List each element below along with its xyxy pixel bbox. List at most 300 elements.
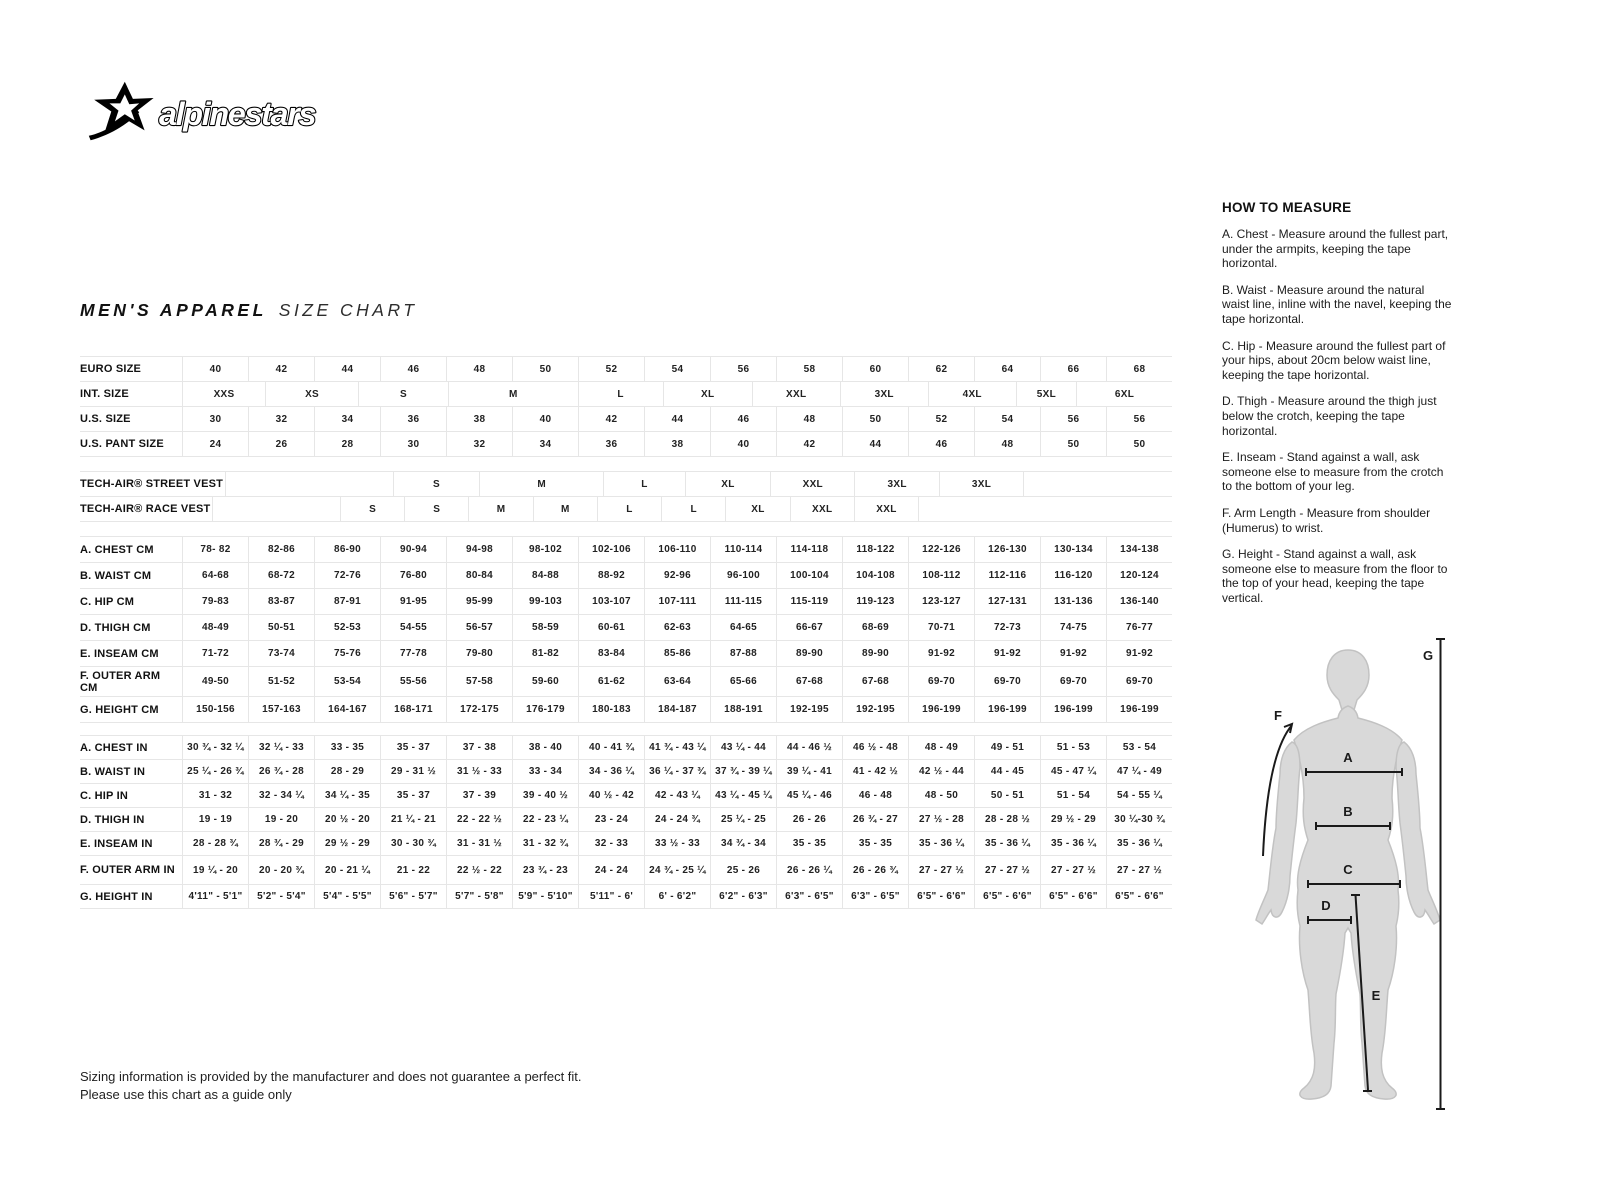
- table-cell: XS: [265, 382, 358, 406]
- alpinestars-star-icon: [78, 80, 348, 143]
- row-label: F. OUTER ARM IN: [80, 864, 175, 876]
- table-cell: M: [468, 497, 532, 521]
- table-cell: 49-50: [182, 667, 248, 696]
- table-cell: 58-59: [512, 615, 578, 640]
- table-cell: 56: [1106, 407, 1172, 431]
- table-cell: 22 - 22 ½: [446, 808, 512, 831]
- size-table: [80, 356, 1172, 909]
- table-cell: 48: [974, 432, 1040, 456]
- table-cell: 54 - 55 ¼: [1106, 784, 1172, 807]
- row-label: F. OUTER ARM CM: [80, 669, 161, 694]
- table-cell: 52: [578, 357, 644, 381]
- table-cell: 6'2" - 6'3": [710, 885, 776, 908]
- table-cell: 44: [842, 432, 908, 456]
- table-cell: 42 - 43 ¼: [644, 784, 710, 807]
- table-cell: 75-76: [314, 641, 380, 666]
- table-cell: 79-80: [446, 641, 512, 666]
- table-row: [80, 783, 1172, 807]
- table-cell: 39 ¼ - 41: [776, 760, 842, 783]
- table-cell: 30: [182, 407, 248, 431]
- table-row: [80, 831, 1172, 855]
- row-label: U.S. SIZE: [80, 413, 131, 425]
- table-cell: L: [597, 497, 661, 521]
- table-row: [80, 759, 1172, 783]
- table-cell: 38: [446, 407, 512, 431]
- table-cell: 46: [710, 407, 776, 431]
- table-cell: 50: [842, 407, 908, 431]
- table-cell: 90-94: [380, 537, 446, 562]
- table-cell: 33 - 35: [314, 736, 380, 759]
- table-cell: 39 - 40 ½: [512, 784, 578, 807]
- table-row: [80, 356, 1172, 381]
- table-cell: 30 ¼-30 ¾: [1106, 808, 1172, 831]
- table-cell: 42: [578, 407, 644, 431]
- table-cell: 123-127: [908, 589, 974, 614]
- table-cell: 40: [512, 407, 578, 431]
- table-cell: 196-199: [908, 697, 974, 722]
- table-cell: 70-71: [908, 615, 974, 640]
- table-cell: 4XL: [928, 382, 1016, 406]
- table-cell: 64: [974, 357, 1040, 381]
- table-cell: 20 ½ - 20: [314, 808, 380, 831]
- table-cell: 86-90: [314, 537, 380, 562]
- table-cell: 110-114: [710, 537, 776, 562]
- table-cell: 88-92: [578, 563, 644, 588]
- table-cell: 69-70: [1106, 667, 1172, 696]
- table-cell: 68-72: [248, 563, 314, 588]
- diagram-label-height: G: [1422, 648, 1434, 663]
- diagram-label-hip: C: [1343, 862, 1353, 877]
- row-label: EURO SIZE: [80, 363, 142, 375]
- figure-head: [1327, 650, 1369, 713]
- table-cell: 32: [248, 407, 314, 431]
- table-cell: 107-111: [644, 589, 710, 614]
- table-cell: L: [603, 472, 685, 496]
- table-cell: 192-195: [842, 697, 908, 722]
- table-cell: 82-86: [248, 537, 314, 562]
- table-cell: 48 - 49: [908, 736, 974, 759]
- table-cell: 51 - 54: [1040, 784, 1106, 807]
- table-row: [80, 562, 1172, 588]
- table-cell: 96-100: [710, 563, 776, 588]
- table-cell: 5XL: [1016, 382, 1076, 406]
- table-cell: 84-88: [512, 563, 578, 588]
- row-label: TECH-AIR® RACE VEST: [80, 503, 211, 515]
- table-cell: 20 - 21 ¼: [314, 856, 380, 884]
- table-cell: 108-112: [908, 563, 974, 588]
- table-row: [80, 666, 1172, 696]
- row-label: A. CHEST IN: [80, 741, 148, 754]
- table-cell: 89-90: [842, 641, 908, 666]
- table-cell: 184-187: [644, 697, 710, 722]
- table-cell: 91-92: [1106, 641, 1172, 666]
- table-cell: 29 ½ - 29: [1040, 808, 1106, 831]
- table-cell: 54: [644, 357, 710, 381]
- table-row: [80, 884, 1172, 909]
- table-cell: 26 - 26: [776, 808, 842, 831]
- table-cell: L: [661, 497, 725, 521]
- table-cell: 44 - 45: [974, 760, 1040, 783]
- table-cell: M: [448, 382, 578, 406]
- table-cell: [918, 497, 1172, 521]
- table-cell: 19 - 20: [248, 808, 314, 831]
- table-cell: 116-120: [1040, 563, 1106, 588]
- table-cell: 35 - 37: [380, 784, 446, 807]
- table-cell: 115-119: [776, 589, 842, 614]
- table-cell: 21 ¼ - 21: [380, 808, 446, 831]
- table-row: [80, 406, 1172, 431]
- table-cell: 192-195: [776, 697, 842, 722]
- table-cell: 46 ½ - 48: [842, 736, 908, 759]
- table-cell: XL: [685, 472, 770, 496]
- table-cell: XL: [663, 382, 752, 406]
- measure-instruction: E. Inseam - Stand against a wall, ask someone else to measure from the crotch to the bottom of your leg.: [1222, 450, 1444, 494]
- table-row: [80, 471, 1172, 496]
- table-cell: 32 - 33: [578, 832, 644, 855]
- table-cell: 98-102: [512, 537, 578, 562]
- table-cell: 103-107: [578, 589, 644, 614]
- table-cell: 41 - 42 ½: [842, 760, 908, 783]
- table-cell: 62-63: [644, 615, 710, 640]
- table-cell: 34 ¾ - 34: [710, 832, 776, 855]
- table-cell: 3XL: [854, 472, 938, 496]
- table-cell: 74-75: [1040, 615, 1106, 640]
- table-cell: 34 ¼ - 35: [314, 784, 380, 807]
- table-cell: [1023, 472, 1172, 496]
- table-cell: 168-171: [380, 697, 446, 722]
- table-cell: 6'5" - 6'6": [974, 885, 1040, 908]
- table-cell: 26 ¾ - 27: [842, 808, 908, 831]
- table-cell: 48: [776, 407, 842, 431]
- table-cell: 68: [1106, 357, 1172, 381]
- table-cell: 47 ¼ - 49: [1106, 760, 1172, 783]
- table-cell: 120-124: [1106, 563, 1172, 588]
- table-cell: 91-95: [380, 589, 446, 614]
- table-cell: 30: [380, 432, 446, 456]
- table-cell: 38 - 40: [512, 736, 578, 759]
- table-row: [80, 588, 1172, 614]
- table-cell: 45 ¼ - 46: [776, 784, 842, 807]
- table-cell: 106-110: [644, 537, 710, 562]
- table-cell: 64-65: [710, 615, 776, 640]
- table-cell: 28 - 28 ¾: [182, 832, 248, 855]
- table-cell: 46 - 48: [842, 784, 908, 807]
- table-cell: 22 - 23 ¼: [512, 808, 578, 831]
- table-cell: 26: [248, 432, 314, 456]
- table-cell: 31 ½ - 33: [446, 760, 512, 783]
- table-cell: 196-199: [1040, 697, 1106, 722]
- table-cell: 95-99: [446, 589, 512, 614]
- table-cell: 104-108: [842, 563, 908, 588]
- how-to-measure-panel: [1222, 200, 1452, 605]
- diagram-label-waist: B: [1343, 804, 1353, 819]
- row-label: C. HIP CM: [80, 595, 135, 608]
- table-cell: 3XL: [939, 472, 1023, 496]
- table-cell: 53 - 54: [1106, 736, 1172, 759]
- table-cell: 78- 82: [182, 537, 248, 562]
- table-cell: 42: [248, 357, 314, 381]
- table-cell: 60: [842, 357, 908, 381]
- table-cell: 69-70: [974, 667, 1040, 696]
- table-cell: 36: [578, 432, 644, 456]
- table-cell: S: [404, 497, 468, 521]
- table-cell: 31 - 31 ½: [446, 832, 512, 855]
- disclaimer-line-1: Sizing information is provided by the manufacturer and does not guarantee a perfect fit.: [80, 1069, 582, 1084]
- table-cell: 38: [644, 432, 710, 456]
- table-cell: 6'5" - 6'6": [1106, 885, 1172, 908]
- diagram-label-chest: A: [1343, 750, 1353, 765]
- table-cell: 6XL: [1076, 382, 1172, 406]
- table-cell: 91-92: [1040, 641, 1106, 666]
- table-cell: 85-86: [644, 641, 710, 666]
- table-cell: 127-131: [974, 589, 1040, 614]
- table-cell: 50: [1106, 432, 1172, 456]
- table-cell: 80-84: [446, 563, 512, 588]
- table-cell: 27 - 27 ½: [1106, 856, 1172, 884]
- row-label: U.S. PANT SIZE: [80, 438, 164, 450]
- table-row: [80, 735, 1172, 759]
- table-cell: 52: [908, 407, 974, 431]
- table-cell: 73-74: [248, 641, 314, 666]
- alpinestars-logo: [78, 80, 348, 148]
- row-label: E. INSEAM CM: [80, 647, 159, 660]
- row-label: A. CHEST CM: [80, 543, 154, 556]
- table-cell: 25 ¼ - 26 ¾: [182, 760, 248, 783]
- table-cell: S: [393, 472, 479, 496]
- table-cell: 40: [182, 357, 248, 381]
- table-cell: 60-61: [578, 615, 644, 640]
- table-cell: 63-64: [644, 667, 710, 696]
- measure-instruction: B. Waist - Measure around the natural waist line, inline with the navel, keeping the tape horizontal.: [1222, 282, 1452, 326]
- table-cell: 20 - 20 ¾: [248, 856, 314, 884]
- table-section-gap: [80, 722, 1172, 735]
- table-cell: 196-199: [1106, 697, 1172, 722]
- table-cell: 27 - 27 ½: [974, 856, 1040, 884]
- table-cell: S: [358, 382, 448, 406]
- table-cell: [225, 472, 393, 496]
- row-label: G. HEIGHT CM: [80, 703, 159, 716]
- row-label: D. THIGH CM: [80, 621, 151, 634]
- page-title: [80, 300, 417, 321]
- table-cell: 32: [446, 432, 512, 456]
- table-cell: 64-68: [182, 563, 248, 588]
- table-cell: 43 ¼ - 44: [710, 736, 776, 759]
- table-cell: 112-116: [974, 563, 1040, 588]
- table-cell: 72-73: [974, 615, 1040, 640]
- table-cell: 48-49: [182, 615, 248, 640]
- table-cell: 27 ½ - 28: [908, 808, 974, 831]
- table-cell: 58: [776, 357, 842, 381]
- table-cell: 33 - 34: [512, 760, 578, 783]
- body-measurement-diagram: [1238, 628, 1558, 1123]
- table-row: [80, 381, 1172, 406]
- table-section-gap: [80, 521, 1172, 536]
- height-measure-line: [1436, 639, 1445, 1109]
- table-cell: 83-84: [578, 641, 644, 666]
- table-cell: 134-138: [1106, 537, 1172, 562]
- table-cell: 51-52: [248, 667, 314, 696]
- table-cell: 28: [314, 432, 380, 456]
- table-cell: 67-68: [842, 667, 908, 696]
- table-cell: 66-67: [776, 615, 842, 640]
- how-to-measure-title: HOW TO MEASURE: [1222, 200, 1352, 215]
- table-cell: 114-118: [776, 537, 842, 562]
- table-cell: 34: [512, 432, 578, 456]
- measure-instruction: F. Arm Length - Measure from shoulder (Humerus) to wrist.: [1222, 505, 1431, 535]
- table-cell: 50 - 51: [974, 784, 1040, 807]
- table-cell: 87-88: [710, 641, 776, 666]
- table-cell: 6'3" - 6'5": [776, 885, 842, 908]
- table-cell: 56: [1040, 407, 1106, 431]
- table-cell: 45 - 47 ¼: [1040, 760, 1106, 783]
- table-cell: 100-104: [776, 563, 842, 588]
- table-cell: 25 ¼ - 25: [710, 808, 776, 831]
- table-cell: 50: [1040, 432, 1106, 456]
- table-cell: XXL: [752, 382, 840, 406]
- table-cell: 76-80: [380, 563, 446, 588]
- table-cell: 22 ½ - 22: [446, 856, 512, 884]
- table-cell: 55-56: [380, 667, 446, 696]
- table-cell: XXL: [770, 472, 854, 496]
- table-cell: 5'4" - 5'5": [314, 885, 380, 908]
- table-cell: 26 - 26 ¾: [842, 856, 908, 884]
- table-cell: 180-183: [578, 697, 644, 722]
- table-cell: 34 - 36 ¼: [578, 760, 644, 783]
- table-cell: 23 ¾ - 23: [512, 856, 578, 884]
- table-cell: 37 - 38: [446, 736, 512, 759]
- table-cell: 83-87: [248, 589, 314, 614]
- table-cell: 36 ¼ - 37 ¾: [644, 760, 710, 783]
- table-cell: 42 ½ - 44: [908, 760, 974, 783]
- table-row: [80, 640, 1172, 666]
- table-cell: 150-156: [182, 697, 248, 722]
- table-cell: S: [340, 497, 404, 521]
- table-cell: 196-199: [974, 697, 1040, 722]
- table-cell: 31 - 32: [182, 784, 248, 807]
- table-cell: 30 ¾ - 32 ¼: [182, 736, 248, 759]
- table-cell: 136-140: [1106, 589, 1172, 614]
- row-label: B. WAIST IN: [80, 765, 146, 778]
- table-cell: 35 - 36 ¼: [908, 832, 974, 855]
- table-cell: M: [479, 472, 603, 496]
- table-cell: 69-70: [1040, 667, 1106, 696]
- table-cell: 35 - 36 ¼: [1040, 832, 1106, 855]
- row-label: D. THIGH IN: [80, 813, 145, 826]
- table-cell: 50: [512, 357, 578, 381]
- table-cell: 92-96: [644, 563, 710, 588]
- row-label: INT. SIZE: [80, 388, 129, 400]
- table-cell: 157-163: [248, 697, 314, 722]
- table-cell: 79-83: [182, 589, 248, 614]
- table-cell: 32 ¼ - 33: [248, 736, 314, 759]
- table-cell: 111-115: [710, 589, 776, 614]
- table-cell: 54-55: [380, 615, 446, 640]
- table-cell: 119-123: [842, 589, 908, 614]
- table-cell: 29 - 31 ½: [380, 760, 446, 783]
- table-cell: 51 - 53: [1040, 736, 1106, 759]
- table-cell: 35 - 36 ¼: [1106, 832, 1172, 855]
- table-cell: 5'7" - 5'8": [446, 885, 512, 908]
- table-cell: 48: [446, 357, 512, 381]
- table-cell: 59-60: [512, 667, 578, 696]
- table-cell: 176-179: [512, 697, 578, 722]
- table-cell: 46: [380, 357, 446, 381]
- table-cell: XL: [725, 497, 789, 521]
- table-row: [80, 536, 1172, 562]
- table-cell: 5'6" - 5'7": [380, 885, 446, 908]
- table-cell: 46: [908, 432, 974, 456]
- table-cell: 28 - 29: [314, 760, 380, 783]
- table-cell: 40: [710, 432, 776, 456]
- table-cell: 24 - 24 ¾: [644, 808, 710, 831]
- table-cell: XXS: [182, 382, 265, 406]
- table-cell: 23 - 24: [578, 808, 644, 831]
- table-cell: 26 - 26 ¼: [776, 856, 842, 884]
- table-section-gap: [80, 456, 1172, 471]
- table-cell: 56: [710, 357, 776, 381]
- table-cell: 37 ¾ - 39 ¼: [710, 760, 776, 783]
- measure-instruction: D. Thigh - Measure around the thigh just below the crotch, keeping the tape horizontal.: [1222, 394, 1437, 438]
- measure-instruction: C. Hip - Measure around the fullest part of your hips, about 20cm below waist line, keeping the tape horizontal.: [1222, 338, 1446, 382]
- table-cell: 6' - 6'2": [644, 885, 710, 908]
- table-cell: 54: [974, 407, 1040, 431]
- table-cell: 91-92: [908, 641, 974, 666]
- table-cell: 5'9" - 5'10": [512, 885, 578, 908]
- table-cell: 118-122: [842, 537, 908, 562]
- table-cell: 28 ¾ - 29: [248, 832, 314, 855]
- table-row: [80, 431, 1172, 456]
- table-cell: 35 - 36 ¼: [974, 832, 1040, 855]
- table-cell: 40 - 41 ¾: [578, 736, 644, 759]
- table-cell: 68-69: [842, 615, 908, 640]
- table-cell: 21 - 22: [380, 856, 446, 884]
- table-cell: 87-91: [314, 589, 380, 614]
- table-cell: M: [533, 497, 597, 521]
- table-cell: 34: [314, 407, 380, 431]
- table-cell: 44: [644, 407, 710, 431]
- table-cell: 32 - 34 ¼: [248, 784, 314, 807]
- table-cell: 35 - 35: [842, 832, 908, 855]
- table-cell: 67-68: [776, 667, 842, 696]
- table-cell: 19 ¼ - 20: [182, 856, 248, 884]
- table-cell: 52-53: [314, 615, 380, 640]
- table-cell: 44: [314, 357, 380, 381]
- table-cell: 53-54: [314, 667, 380, 696]
- table-cell: 29 ½ - 29: [314, 832, 380, 855]
- table-cell: 57-58: [446, 667, 512, 696]
- disclaimer-line-2: Please use this chart as a guide only: [80, 1086, 292, 1102]
- table-cell: 76-77: [1106, 615, 1172, 640]
- table-cell: 77-78: [380, 641, 446, 666]
- page-title-secondary: SIZE CHART: [278, 300, 418, 320]
- table-row: [80, 614, 1172, 640]
- table-cell: 6'3" - 6'5": [842, 885, 908, 908]
- table-cell: 3XL: [840, 382, 928, 406]
- table-cell: 35 - 37: [380, 736, 446, 759]
- table-cell: 33 ½ - 33: [644, 832, 710, 855]
- table-cell: 131-136: [1040, 589, 1106, 614]
- row-label: G. HEIGHT IN: [80, 890, 153, 903]
- table-cell: 25 - 26: [710, 856, 776, 884]
- table-cell: 37 - 39: [446, 784, 512, 807]
- table-cell: 130-134: [1040, 537, 1106, 562]
- table-cell: 81-82: [512, 641, 578, 666]
- table-cell: 26 ¾ - 28: [248, 760, 314, 783]
- table-cell: 43 ¼ - 45 ¼: [710, 784, 776, 807]
- table-cell: 27 - 27 ½: [1040, 856, 1106, 884]
- table-cell: 72-76: [314, 563, 380, 588]
- table-cell: 102-106: [578, 537, 644, 562]
